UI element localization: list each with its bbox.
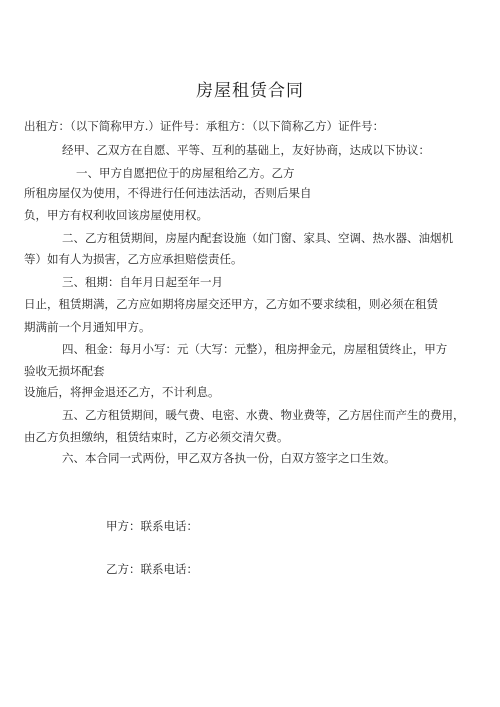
party-a-signature-line: 甲方：联系电话： [106,519,198,533]
clause-4-line-2: 验收无损坏配套 [24,364,105,378]
clause-1-line-1: 一、甲方自愿把位于的房屋租给乙方。乙方 [76,166,295,180]
clause-3-line-2: 日止，租赁期满，乙方应如期将房屋交还甲方，乙方如不要求续租，则必须在租赁 [24,297,438,311]
clause-2-line-1: 二、乙方租赁期间，房屋内配套设施（如门窗、家具、空调、热水器、油烟机 [62,231,453,245]
clause-1-line-2: 所租房屋仅为使用，不得进行任何违法活动，否则后果自 [24,186,312,200]
party-b-signature-line: 乙方：联系电话： [106,562,198,576]
clause-3-line-1: 三、租期：自年月日起至年一月 [62,275,223,289]
clause-6-line-1: 六、本合同一式两份，甲乙双方各执一份，白双方签字之口生效。 [62,451,396,465]
clause-3-line-3: 期满前一个月通知甲方。 [24,320,151,334]
clause-5-line-1: 五、乙方租赁期间，暖气费、电密、水费、物业费等，乙方居住而产生的费用， [62,408,465,422]
preamble-agreement-line: 经甲、乙双方在自愿、平等、互利的基础上，友好协商，达成以下协议： [62,143,430,157]
clause-5-line-2: 由乙方负担缴纳，租赁结束时，乙方必须交清欠费。 [24,430,289,444]
clause-4-line-3: 设施后，将押金退还乙方，不计利息。 [24,385,220,399]
clause-4-line-1: 四、租金：每月小写：元（大写：元整），租房押金元，房屋租赁终止，甲方 [62,342,448,356]
preamble-parties-line: 出租方：（以下简称甲方.）证件号：承租方：（以下简称乙方）证件号： [24,119,385,133]
clause-2-line-2: 等）如有人为损害，乙方应承担赔偿责任。 [24,252,243,266]
document-title: 房屋租赁合同 [196,81,304,101]
clause-1-line-3: 负，甲方有权利收回该房屋使用权。 [24,208,208,222]
